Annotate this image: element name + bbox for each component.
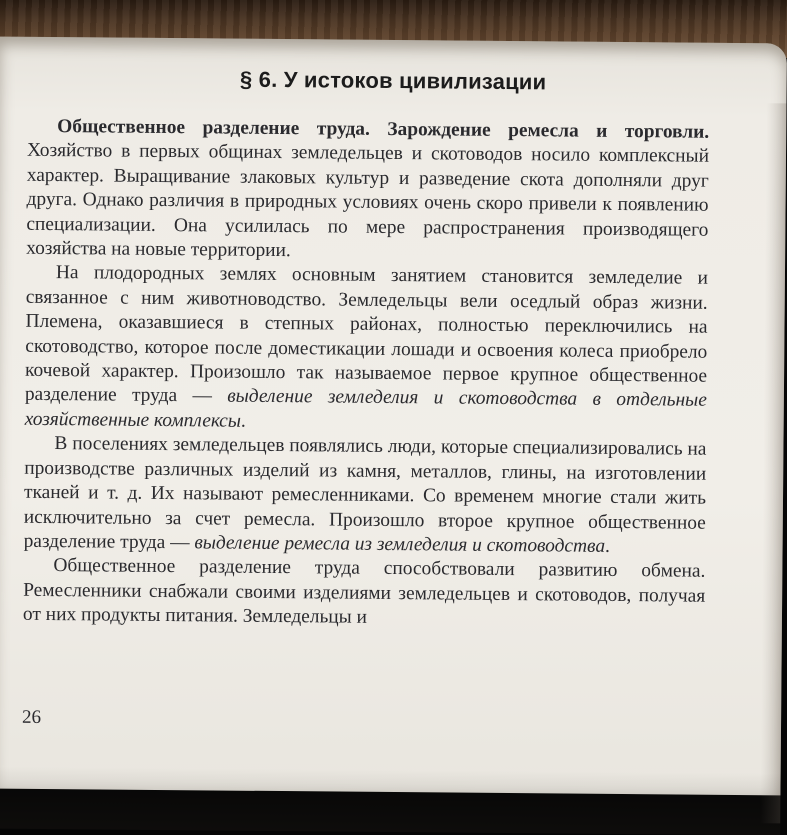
page-bottom-shadow: [0, 767, 781, 835]
section-heading: § 6. У истоков цивилизации: [239, 66, 547, 95]
paragraph-1-text: Хозяйство в первых общинах земледельцев и скотоводов носило комплексный характер. Выращивание злаковых культур и разведение скота дополняли друг друга. Однако различия в природных условиях очень скоро привели к появлению специализации. Она усилилась по мере распространения производящего хозяйства на новые территории.: [26, 140, 710, 262]
paragraph-2: [25, 261, 708, 438]
paragraph-2-text: На плодородных землях основным занятием становится земледелие и связанное с ним животноводство. Земледельцы вели оседлый образ жизни. Племена, оказавшиеся в степных районах, полностью переключились на скотоводство, которое после доместикации лошади и освоения колеса приобрело кочевой характер. Произошло так называемое первое крупное общественное разделение труда —: [24, 262, 709, 408]
page-number: 26: [21, 706, 42, 728]
paragraph-3-text: В поселениях земледельцев появлялись люди, которые специализировались на производстве различных изделий из камня, металлов, глины, на изготовлении тканей и т. д. Их называют ремесленниками. Со временем многие стали жить исключительно за счет ремесла. Произошло второе крупное общественное разделение труда —: [23, 433, 707, 554]
book-page: [0, 37, 787, 796]
paragraph-2-after: .: [240, 410, 246, 432]
paragraph-3: [23, 432, 706, 560]
paragraph-3-after: .: [604, 535, 611, 557]
paragraph-1-bold: Общественное разделение труда. Зарождение ремесла и торговли.: [57, 116, 710, 143]
body-text: [23, 115, 709, 633]
paragraph-1: [26, 115, 709, 267]
paragraph-2-italic: выделение земледелия и скотоводства в отдельные хозяйственные комплексы: [24, 386, 707, 432]
paragraph-4: [23, 554, 706, 633]
paragraph-4-text: Общественное разделение труда способствовали развитию обмена. Ремесленники снабжали своими изделиями земледельцев и скотоводов, получая от них продукты питания. Земледельцы и: [22, 555, 706, 628]
page-curl: [760, 103, 786, 823]
paragraph-3-italic: выделение ремесла из земледелия и скотоводства: [194, 532, 606, 557]
